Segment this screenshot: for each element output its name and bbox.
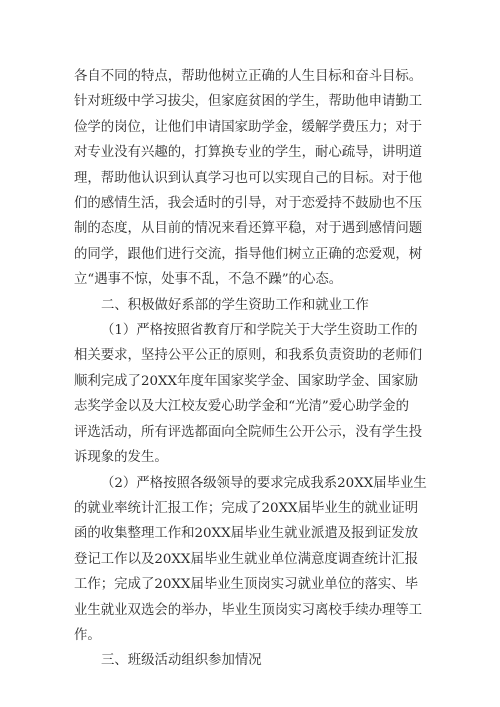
text-line: 业生就业双选会的举办，毕业生顶岗实习离校手续办理等工: [74, 602, 423, 618]
text-line: （1）严格按照省教育厅和学院关于大学生资助工作的: [101, 323, 418, 339]
text-line: 函的收集整理工作和20XX届毕业生就业派遣及报到证发放: [74, 526, 419, 542]
text-line: 理，帮助他认识到认真学习也可以实现自己的目标。对于他: [74, 170, 423, 186]
text-line: 针对班级中学习拔尖，但家庭贫困的学生，帮助他申请勤工: [74, 94, 423, 110]
text-line: 对专业没有兴趣的，打算换专业的学生，耐心疏导，讲明道: [74, 145, 423, 161]
text-line: 志奖学金以及大江校友爱心助学金和“光清”爱心助学金的: [74, 399, 410, 415]
text-line: 工作；完成了20XX届毕业生顶岗实习就业单位的落实、毕: [74, 577, 419, 593]
text-line: 的同学，跟他们进行交流，指导他们树立正确的恋爱观，树: [74, 246, 423, 262]
text-line: 制的态度，从目前的情况来看还算平稳，对于遇到感情问题: [74, 221, 423, 237]
text-line: 登记工作以及20XX届毕业生就业单位满意度调查统计汇报: [74, 551, 419, 567]
text-line: 相关要求，坚持公平公正的原则，和我系负责资助的老师们: [74, 348, 423, 364]
section-heading: 三、班级活动组织参加情况: [101, 653, 262, 669]
document-body: [74, 64, 440, 674]
text-line: 顺利完成了20XX年度年国家奖学金、国家助学金、国家励: [74, 373, 419, 389]
text-line: 评选活动，所有评选都面向全院师生公开公示，没有学生投: [74, 424, 423, 440]
text-line: （2）严格按照各级领导的要求完成我系20XX届毕业生: [101, 475, 427, 491]
section-heading: 二、积极做好系部的学生资助工作和就业工作: [101, 297, 369, 313]
text-line: 俭学的岗位，让他们申请国家助学金，缓解学费压力；对于: [74, 119, 423, 135]
text-line: 作。: [74, 627, 101, 643]
text-line: 立“遇事不惊，处事不乱，不急不躁”的心态。: [74, 272, 343, 288]
text-line: 的就业率统计汇报工作；完成了20XX届毕业生的就业证明: [74, 500, 419, 516]
text-line: 各自不同的特点，帮助他树立正确的人生目标和奋斗目标。: [74, 69, 423, 84]
text-line: 们的感情生活，我会适时的引导，对于恋爱持不鼓励也不压: [74, 196, 423, 212]
text-line: 诉现象的发生。: [74, 450, 168, 466]
